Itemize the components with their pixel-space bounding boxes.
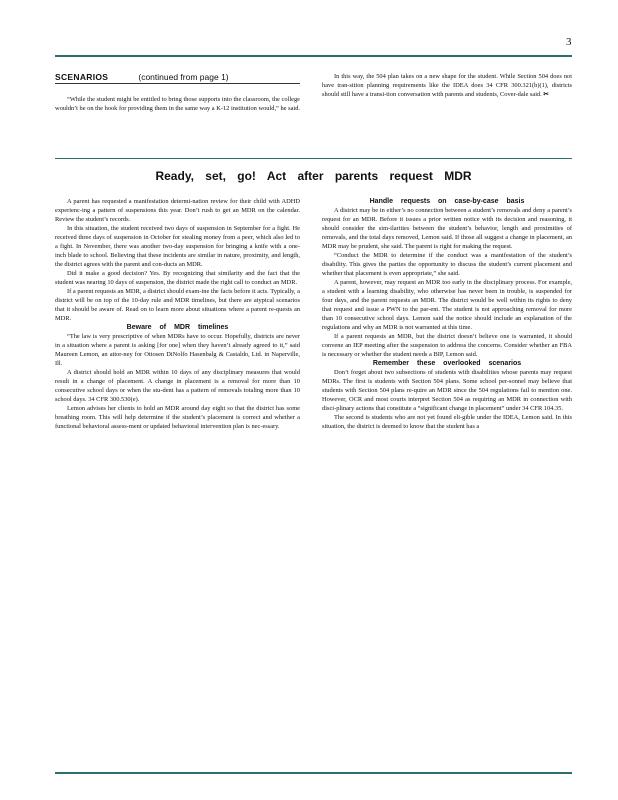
article-paragraph: A parent, however, may request an MDR too early in the disciplinary process. For example, a student with a learning disability, who otherwise has never been in trouble, is suspended for four days, and the parent requests an MDR. The district would be well within its rights to deny that request and issue a PWN to the par-ent. The student is not approaching removal for more than 10 consecutive school days. Lemon said the notice should include an explanation of the regulations and why an MDR is not warranted at this time. xyxy=(322,279,572,331)
article-paragraph: A district should hold an MDR within 10 days of any disciplinary measures that would result in a change of placement. A change in placement is a removal for more than 10 consecutive school days or when the stu-dent has a pattern of removals totaling more than 10 school days. 34 CFR 300.530(e). xyxy=(55,369,300,403)
article-paragraph: A district may be in either’s no connection between a student’s removals and deny a parent’s request for an MDR. Before it issues a prior written notice with its decision and reasoning, it should consider the sim-ilarities between the student’s behavior, length and proximities of removals, and the total days removed, Lemon said. If those all suggest a change in placement, an MDR may be prudent, she said. The parent is right for making the request. xyxy=(322,207,572,250)
scenarios-right-column xyxy=(322,72,572,99)
scenarios-left-paragraph: “While the student might be entitled to bring those supports into the classroom, the college wouldn’t be on the hook for providing them in the same way a K-12 institution would,” he said. xyxy=(55,96,300,112)
article-headline: Ready, set, go! Act after parents request MDR xyxy=(155,169,472,183)
subheading-beware: Beware of MDR timelines xyxy=(126,324,229,331)
article-paragraph: In this situation, the student received two days of suspension in September for a fight. He received three days of suspension in October for stealing money from a peer, which also led to a fight. In November, there was another two-day suspension for bringing a knife with a one-inch blade to school. Believing that these incidents are similar in nature, proximity, and length, the district agrees with the parent and con-ducts an MDR. xyxy=(55,225,300,268)
page-number: 3 xyxy=(566,36,572,48)
scenarios-underline xyxy=(55,83,300,84)
article-paragraph: Did it make a good decision? Yes. By recognizing that similarity and the fact that the student was nearing 10 days of suspension, the district made the right call to conduct an MDR. xyxy=(55,270,300,286)
scenarios-left-column xyxy=(55,95,300,113)
end-mark-icon: ✂ xyxy=(543,91,549,98)
scenarios-header xyxy=(55,72,300,82)
article-left-column xyxy=(55,197,300,431)
article-right-column xyxy=(322,197,572,431)
article-paragraph: Lemon advises her clients to hold an MDR around day eight so that the district has some breathing room. This will help determine if the student’s placement is correct and whether a functional behavioral assess-ment or updated behavioral intervention plan is nec-essary. xyxy=(55,405,300,430)
article-paragraph: If a parent requests an MDR, but the district doesn’t believe one is warranted, it should convene an IEP meeting after the suspension to address the concerns. Consider whether an FBA is necessary or whether the student needs a BIP, Lemon said. xyxy=(322,333,572,358)
subheading-remember: Remember these overlooked scenarios xyxy=(372,360,522,367)
top-divider xyxy=(55,55,572,57)
bottom-divider xyxy=(55,772,572,774)
article-paragraph: Don’t forget about two subsections of students with disabilities whose parents may request MDRs. The first is students with Section 504 plans. Some school per-sonnel may believe that students with Section 504 plans re-quire an MDR since the 504 regulations fail to mention one. However, OCR and most courts interpret Section 504 as requiring an MDR in connection with disci-plinary actions that constitute a “significant change in placement” under 34 CFR 104.35. xyxy=(322,369,572,412)
section-divider xyxy=(55,158,572,159)
article-paragraph: If a parent requests an MDR, a district should exam-ine the facts before it acts. Typically, a district will be on top of the 10-day rule and MDR timelines, but there are atypical scenarios that it should be aware of. Read on to learn more about situations where a parent re-quests an MDR. xyxy=(55,288,300,322)
article-paragraph: “The law is very prescriptive of when MDRs have to occur. Hopefully, districts are never in a situation where a parent is asking [for one] when they haven’t already agreed to it,” said Maureen Lemon, an attor-ney for Ottosen DiNolfo Hasenbalg & Castaldo, Ltd. in Naperville, Ill. xyxy=(55,333,300,367)
scenarios-continued: (continued from page 1) xyxy=(138,72,229,82)
article-paragraph: A parent has requested a manifestation determi-nation review for their child with ADHD experienc-ing a pattern of suspensions this year. Don’t rush to get an MDR on the calendar. Review the student’s records. xyxy=(55,198,300,223)
article-paragraph: The second is students who are not yet found eli-gible under the IDEA, Lemon said. In this situation, the district is deemed to know that the student has a xyxy=(322,414,572,430)
scenarios-label: SCENARIOS xyxy=(55,72,109,82)
article-paragraph: “Conduct the MDR to determine if the conduct was a manifestation of the student’s disability. This gives the parties the opportunity to discuss the student’s current placement and whether that placement is even appropriate,” she said. xyxy=(322,252,572,277)
scenarios-right-paragraph: In this way, the 504 plan takes on a new shape for the student. While Section 504 does not have tran-sition planning requirements like the IDEA does 34 CFR 300.321(b)(1), districts should still have a transi-tion conversation with parents and students, Cover-dale said. ✂ xyxy=(322,73,572,98)
subheading-handle: Handle requests on case-by-case basis xyxy=(369,198,525,205)
